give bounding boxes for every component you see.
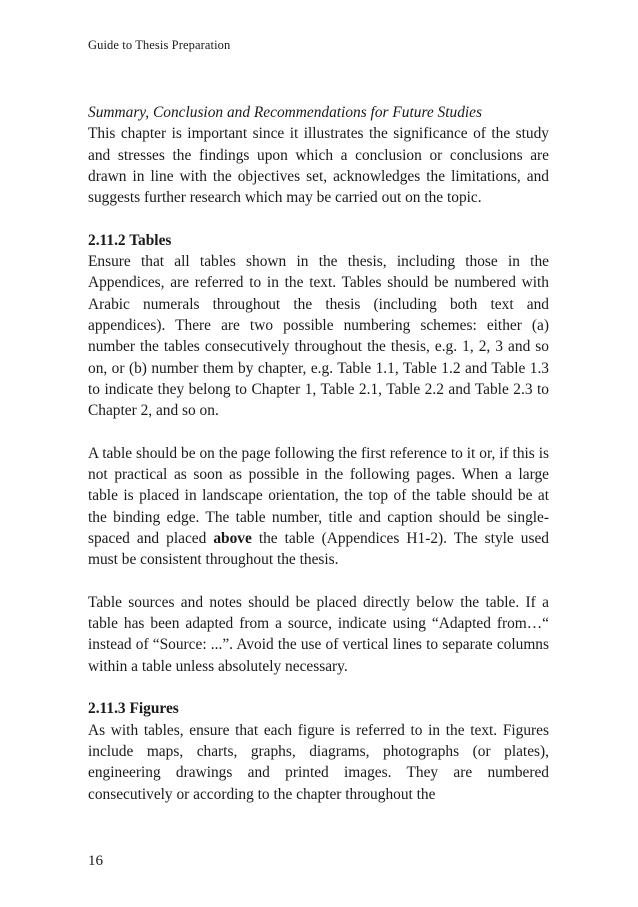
tables-paragraph-2-end: the table (Appendices H1-2). The style used must be consistent throughout the thesis. [88,529,549,569]
tables-paragraph-3: Table sources and notes should be placed directly below the table. If a table has been adapted from a source, indicate using “Adapted from…“ instead of “Source: ...”. Avoid the use of vertical lines to separate columns within a table unless absolutely necessary. [88,593,549,675]
paragraph-gap [88,677,549,698]
summary-subheading: Summary, Conclusion and Recommendations for Future Studies [88,104,482,121]
emphasis-above: above [213,529,252,547]
summary-paragraph: This chapter is important since it illustrates the significance of the study and stresses the findings upon which a conclusion or conclusions are drawn in line with the objectives set, acknowledges the limitations, and suggests further research which may be carried out on the topic. [88,125,549,207]
tables-heading: 2.11.2 Tables [88,231,172,249]
paragraph-gap [88,208,549,229]
tables-paragraph-2-start: A table should be on the page following the first reference to it or, if this is not practical as soon as possible in the following pages. When a large table is placed in landscape orientation, the top of the table should be at the binding edge. The table number, title and caption should be single-spaced and placed [88,444,549,547]
figures-heading: 2.11.3 Figures [88,700,179,718]
tables-paragraph-1: Ensure that all tables shown in the thesis, including those in the Appendices, are referred to in the text. Tables should be numbered with Arabic numerals throughout the thesis (including both text and appendices). There are two possible numbering schemes: either (a) number the tables consecutively throughout the thesis, e.g. 1, 2, 3 and so on, or (b) number them by chapter, e.g. Table 1.1, Table 1.2 and Table 1.3 to indicate they belong to Chapter 1, Table 2.1, Table 2.2 and Table 2.3 to Chapter 2, and so on. [88,253,549,420]
running-header: Guide to Thesis Preparation [88,38,231,52]
figures-paragraph-1: As with tables, ensure that each figure is referred to in the text. Figures include maps, charts, graphs, diagrams, photographs (or plates), engineering drawings and printed images. They are numbered consecutively or according to the chapter throughout the [88,721,549,803]
page-content [88,102,549,805]
tables-paragraph-2 [88,443,549,571]
paragraph-gap [88,421,549,442]
paragraph-gap [88,571,549,592]
page-number: 16 [88,853,103,869]
